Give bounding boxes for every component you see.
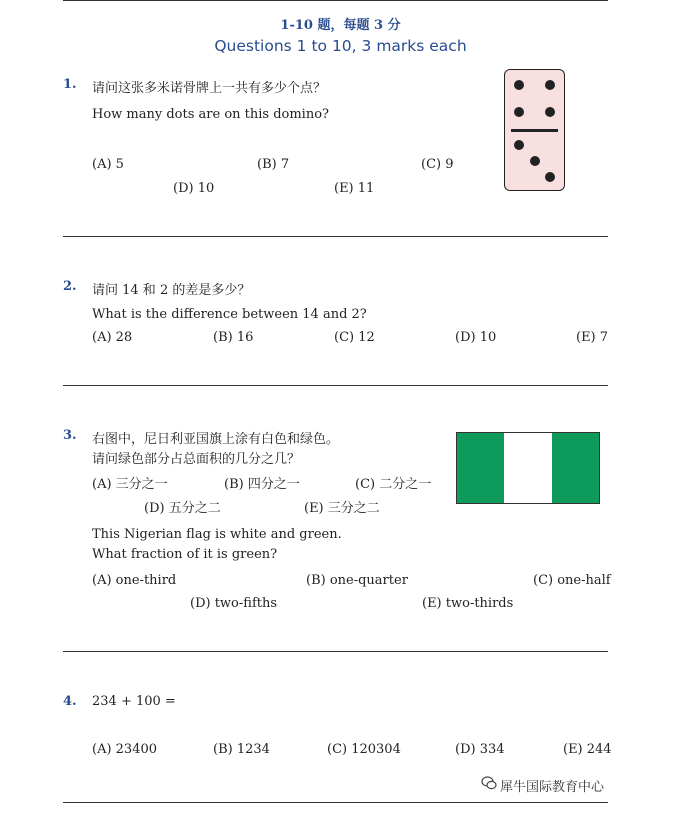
question-number: 3. xyxy=(63,428,77,443)
option-d[interactable]: (D) 10 xyxy=(173,181,215,196)
option-a-cn[interactable]: (A) 三分之一 xyxy=(92,477,168,492)
watermark-text: 犀牛国际教育中心 xyxy=(500,780,605,795)
option-e[interactable]: (E) 11 xyxy=(334,181,375,196)
question-number: 4. xyxy=(63,694,77,709)
flag-stripe-middle xyxy=(504,433,551,503)
option-c[interactable]: (C) 9 xyxy=(421,157,454,172)
option-b-en[interactable]: (B) one-quarter xyxy=(306,573,408,588)
option-e-en[interactable]: (E) two-thirds xyxy=(422,596,514,611)
option-b-cn[interactable]: (B) 四分之一 xyxy=(224,477,300,492)
question-text-cn: 请问 14 和 2 的差是多少？ xyxy=(92,283,251,298)
question-number: 1. xyxy=(63,77,77,92)
option-a[interactable]: (A) 28 xyxy=(92,330,133,345)
domino-dot xyxy=(514,140,524,150)
option-d-cn[interactable]: (D) 五分之二 xyxy=(144,501,221,516)
option-b[interactable]: (B) 1234 xyxy=(213,742,270,757)
domino-dot xyxy=(514,80,524,90)
question-number: 2. xyxy=(63,279,77,294)
domino-divider xyxy=(511,129,558,132)
option-a[interactable]: (A) 23400 xyxy=(92,742,158,757)
option-c-en[interactable]: (C) one-half xyxy=(533,573,611,588)
question-text-en-line2: What fraction of it is green? xyxy=(92,547,278,562)
domino-figure xyxy=(504,69,565,191)
flag-stripe-left xyxy=(457,433,504,503)
option-a[interactable]: (A) 5 xyxy=(92,157,124,172)
question-text: 234 + 100 = xyxy=(92,694,176,709)
option-d[interactable]: (D) 334 xyxy=(455,742,505,757)
option-d[interactable]: (D) 10 xyxy=(455,330,497,345)
question-text-cn: 请问这张多米诺骨牌上一共有多少个点？ xyxy=(92,81,327,96)
option-c[interactable]: (C) 12 xyxy=(334,330,375,345)
section-title-en: Questions 1 to 10, 3 marks each xyxy=(214,37,467,55)
option-e[interactable]: (E) 7 xyxy=(576,330,609,345)
wechat-icon xyxy=(481,775,497,791)
divider-q4 xyxy=(63,802,608,803)
option-e-cn[interactable]: (E) 三分之二 xyxy=(304,501,380,516)
domino-dot xyxy=(514,107,524,117)
domino-dot xyxy=(530,156,540,166)
option-c[interactable]: (C) 120304 xyxy=(327,742,401,757)
option-a-en[interactable]: (A) one-third xyxy=(92,573,177,588)
option-c-cn[interactable]: (C) 二分之一 xyxy=(355,477,432,492)
divider-q3 xyxy=(63,651,608,652)
question-text-en: What is the difference between 14 and 2? xyxy=(92,307,367,322)
divider-q1 xyxy=(63,236,608,237)
option-b[interactable]: (B) 7 xyxy=(257,157,290,172)
option-b[interactable]: (B) 16 xyxy=(213,330,254,345)
section-title-cn: 1-10 题，每题 3 分 xyxy=(280,18,401,33)
flag-stripe-right xyxy=(552,433,599,503)
domino-dot xyxy=(545,107,555,117)
domino-dot xyxy=(545,80,555,90)
divider-q2 xyxy=(63,385,608,386)
question-text-cn-line2: 请问绿色部分占总面积的几分之几？ xyxy=(92,452,301,467)
option-e[interactable]: (E) 244 xyxy=(563,742,612,757)
question-text-cn-line1: 右图中，尼日利亚国旗上涂有白色和绿色。 xyxy=(92,432,340,447)
question-text-en-line1: This Nigerian flag is white and green. xyxy=(92,527,342,542)
question-text-en: How many dots are on this domino? xyxy=(92,107,330,122)
divider-top xyxy=(63,0,608,1)
nigerian-flag-figure xyxy=(456,432,600,504)
domino-dot xyxy=(545,172,555,182)
option-d-en[interactable]: (D) two-fifths xyxy=(190,596,278,611)
